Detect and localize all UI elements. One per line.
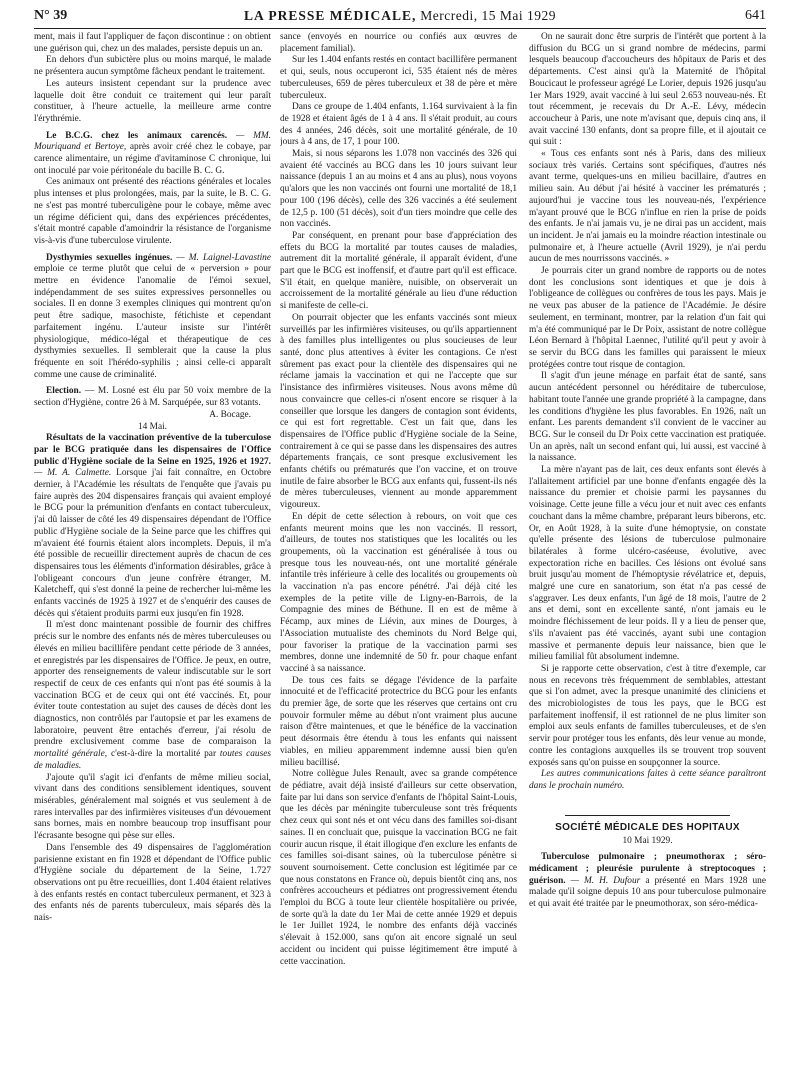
column-left — [34, 32, 271, 1072]
paragraph: Sur les 1.404 enfants restés en contact bacillifère permanent et qui, seuls, nous occuperont ici, 535 étaient nés de mères tuberculeuses, 659 de pères tuberculeux et 38 de père et mère tuberculeux. — [280, 55, 517, 101]
section-bcg — [34, 131, 271, 178]
paragraph: Dans ce groupe de 1.404 enfants, 1.164 survivaient à la fin de 1928 et étaient âgés de 1 à 4 ans. Il s'était produit, au cours des 4 années, 246 décès, soit une mortalité générale, de 10 jours à 4 ans, de 17, 1 pour 100. — [280, 102, 517, 148]
paragraph: Notre collègue Jules Renault, avec sa grande compétence de pédiatre, avait déjà insisté d'ailleurs sur cette observation, faite par lui dans son service d'enfants de l'hôpital Saint-Louis, que les décès par méningite tuberculeuse sont très fréquents chez ceux qui sont nés et ont vécu dans des familles soi-disant saines. Il en concluait que, puisque la vaccination BCG ne fait courir aucun risque, il était illogique d'en exclure les enfants de ces familles soi-disant saines, où la tuberculose pénètre si souvent sournoisement. Cette conclusion est légitimée par ce que nous constatons en France où, depuis bientôt cinq ans, nos confrères accoucheurs et pédiatres ont progressivement étendu l'emploi du BCG à toute leur clientèle hospitalière ou privée, de sorte qu'à la date du 1er Mai de cette année 1929 et depuis le 1er Juillet 1924, le nombre des enfants déjà vaccinés s'élevait à 152.000, sans qu'on ait encore signalé un seul accident ou incident qui puisse légitimement être imputé à cette vaccination. — [280, 769, 517, 967]
section-text: Lorsque j'ai fait connaître, en Octobre dernier, à l'Académie les résultats de l'enquête que j'avais pu faire auprès des 204 dispensaires français qui avaient employé le BCG pour la prémunition d'enfants en contact tuberculeux, j'ai dû laisser de côté les 49 dispensaires dépendant de l'Office public d'Hygiène sociale de la Seine parce que les chiffres qui m'avaient été fournis étaient alors incomplets. Depuis, il m'a été possible de recueillir directement auprès de chacun de ces dispensaires tous les éléments d'information désirables, grâce à l'obligeant concours d'un jeune confrère étranger, M. Kaletcheff, qui s'est donné la peine de rechercher lui-même les enfants vaccinés de 1925 à 1927 et de s'enquérir des causes de décès qui s'étaient produits parmi eux jusqu'en fin 1928. — [34, 468, 271, 619]
page-header — [34, 6, 766, 29]
section-election — [34, 386, 271, 409]
text-run-italic: mortalité générale, — [34, 749, 108, 760]
section-authors: — MM. Mouriquand et Bertoye, — [34, 130, 271, 153]
page-number: 641 — [745, 8, 766, 23]
section-divider — [565, 815, 731, 816]
paragraph: Mais, si nous séparons les 1.078 non vaccinés des 326 qui avaient été vaccinés au BCG dans les 10 jours suivant leur naissance (depuis 1 an au moins et 4 ans au plus), nous voyons qu'alors que les non vaccinés ont fourni une mortalité de 18,1 pour 100 (196 décès), celle des 326 vaccinés a été seulement de 12,5 p. 100 (51 décès), soit d'un tiers moindre que celle des non vaccinés. — [280, 149, 517, 230]
column-middle — [280, 32, 517, 1072]
section-text: emploie ce terme plutôt que celui de « perversion » pour mettre en évidence l'anomalie de l'émoi sexuel, indépendamment de ses suites expressives personnelles ou sociales. Il en donne 3 exemples cliniques qui montrent qu'on peut être sadique, masochiste, fétichiste et cependant parfaitement ingénu. L'auteur insiste sur l'intérêt physiologique, médico-légal et thérapeutique de ces dysthymies sexuelles. Il semblerait que la cause la plus fréquente en soit l'hérédo-syphilis ; ainsi celle-ci apparaît comme une cause de criminalité. — [34, 264, 271, 380]
paragraph: J'ajoute qu'il s'agit ici d'enfants de même milieu social, vivant dans des conditions sensiblement identiques, souvent misérables, généralement mal soignés et vus seulement à de rares intervalles par des infirmières visiteuses d'un dévouement sans bornes, mais en nombre beaucoup trop insuffisant pour l'écrasante besogne qui pèse sur elles. — [34, 772, 271, 842]
editorial-note — [529, 769, 766, 792]
section-resultats — [34, 433, 271, 620]
paragraph: Je pourrais citer un grand nombre de rapports ou de notes dont les conclusions sont identiques et que je dois à l'obligeance de collègues ou confrères de tous les pays. Mais je ne veux pas abuser de la patience de l'Académie. Je désire seulement, en terminant, montrer, par la relation d'un fait qui m'a été communiqué par le Dr Poix, assistant de notre collègue Léon Bernard à l'hôpital Laennec, l'utilité qu'il peut y avoir à se servir du BCG dans les familles qui paraissent le mieux protégées contre tout risque de contagion. — [529, 266, 766, 370]
paragraph: On pourrait objecter que les enfants vaccinés sont mieux surveillés par les infirmières visiteuses, ou qu'ils appartiennent à des familles plus intelligentes ou plus soucieuses de leur santé, donc plus attentives à éviter les contagions. Ce n'est sûrement pas exact pour la clientèle des dispensaires qui ne réclame jamais la vaccination et qui ne l'accepte que sur l'insistance des infirmières visiteuses. Nous avons même dû nous convaincre que celles-ci n'osent encore se risquer à la conseiller que lorsque les dangers de contagion sont évidents, ce qui est fort regrettable. C'est un fait que, dans les dispensaires de l'Office public d'Hygiène sociale de la Seine, contrairement à ce qui se passe dans les dispensaires des autres départements français, ce sont presque exclusivement les enfants chétifs ou prématurés que l'on vaccine, et on trouve inutile de faire absorber le BCG aux enfants qui, fussent-ils nés de mères tuberculeuses, viennent au monde apparemment vigoureux. — [280, 312, 517, 511]
paragraph: Les auteurs insistent cependant sur la prudence avec laquelle doit être conduit ce traitement qui leur paraît constituer, à l'heure actuelle, la meilleure arme contre l'érythrémie. — [34, 78, 271, 124]
paragraph: En dehors d'un subictère plus ou moins marqué, le malade ne présentera aucun symptôme fâcheux pendant le traitement. — [34, 55, 271, 78]
paragraph: On ne saurait donc être surpris de l'intérêt que portent à la diffusion du BCG un si grand nombre de médecins, parmi lesquels beaucoup d'accoucheurs des hôpitaux de Paris et des départements. C'est ainsi qu'à la Maternité de l'hôpital Boucicaut le professeur agrégé Le Lorier, depuis 1926 jusqu'au 1er Mars 1929, avait vacciné à lui seul 2.653 nouveau-nés. Et tout récemment, je recevais du Dr A.-E. Lévy, médecin accoucheur à Paris, une note m'avisant que, depuis cinq ans, il avait vacciné 130 enfants, dont sa propre fille, et il ajoutait ce qui suit : — [529, 32, 766, 148]
issue-number: N° 39 — [34, 8, 68, 23]
section-text: — M. Losné est élu par 50 voix membre de la section d'Hygiène, contre 26 à M. Sarquépée, sur 83 votants. — [34, 386, 271, 409]
section-authors: — M. A. Calmette. — [34, 468, 112, 479]
section-title: Le B.C.G. chez les animaux carencés. — [46, 130, 228, 141]
note-text: Les autres communications faites à cette séance paraîtront dans le prochain numéro. — [529, 769, 766, 791]
paragraph — [34, 620, 271, 772]
section-title: Résultats de la vaccination préventive de la tuberculose par le BCG pratiquée dans les dispensaires de l'Office public d'Hygiène sociale de la Seine en 1925, 1926 et 1927. — [34, 433, 271, 467]
text-run: c'est-à-dire la mortalité par — [111, 749, 217, 760]
section-title: Election. — [46, 386, 82, 397]
section-title: Tuberculose pulmonaire ; pneumothorax ; séro-médicament ; pleurésie purulente à streptocoques ; guérison. — [529, 852, 766, 886]
paragraph: « Tous ces enfants sont nés à Paris, dans des milieux sociaux très variés. Certains sont spécifiques, d'autres nés avant terme, quelques-uns en milieu bacillaire, d'autres en milieu sain. Au début j'ai hésité à vacciner les prématurés ; aujourd'hui je vaccine tous les nouveau-nés, l'expérience m'ayant prouvé que le BCG n'influe en rien la prise de poids des enfants. Je n'ai jamais vu, je ne dirai pas un accident, mais un incident. Je n'ai jamais eu la moindre réaction intestinale ou pulmonaire et, à l'heure actuelle (Avril 1929), je n'ai perdu aucun de mes nourrissons vaccinés. » — [529, 149, 766, 265]
paragraph: De tous ces faits se dégage l'évidence de la parfaite innocuité et de l'efficacité protectrice du BCG pour les enfants du premier âge, de sorte que les réserves que certains ont cru pouvoir formuler même au début n'ont vraiment plus aucune raison d'être maintenues, et que le bénéfice de la vaccination peut désormais être étendu à tous les enfants qui naissent viables, en milieu apparemment indemne aussi bien qu'en milieu bacillisé. — [280, 675, 517, 768]
section-title: Dysthymies sexuelles ingénues. — [46, 252, 173, 263]
section-dysthymies — [34, 253, 271, 382]
session-date: 10 Mai 1929. — [622, 836, 673, 847]
paragraph: Ces animaux ont présenté des réactions générales et locales plus intenses et plus prolongées, mais, par la suite, le B. C. G. ne s'est pas montré tuberculigène pour le cobaye, même avec un régime déficient qui, dans des expériences précédentes, s'était montré capable d'amoindrir la résistance de l'organisme vis-à-vis d'une tuberculose virulente. — [34, 177, 271, 246]
paragraph: Dans l'ensemble des 49 dispensaires de l'agglomération parisienne existant en fin 1928 et dépendant de l'Office public d'Hygiène sociale du département de la Seine, 1.727 observations ont pu être recueillies, dont 1.404 étaient relatives à des enfants restés en contact tuberculeux permanent, et 323 à des enfants nés de parents tuberculeux, mais séparés dès la nais- — [34, 842, 271, 924]
paragraph: Par conséquent, en prenant pour base d'appréciation des effets du BCG la mortalité par toutes causes de maladies, autrement dit la mortalité générale, il apparaît évident, d'une part que le BCG est inoffensif, et d'autre part qu'il est efficace. S'il était, en quelque manière, nuisible, on observerait un accroissement de la mortalité générale au lieu d'une réduction si manifeste de celle-ci. — [280, 230, 517, 312]
paragraph: ment, mais il faut l'appliquer de façon discontinue : on obtient une guérison qui, chez un des malades, persiste depuis un an. — [34, 32, 271, 54]
running-title — [34, 8, 766, 24]
text-run: Il m'est donc maintenant possible de fournir des chiffres précis sur le nombre des enfants nés de mères tuberculeuses ou élevés en milieu bacillifère pendant cette période de 3 années, et enregistrés par les dispensaires de l'Office. Je peux, en outre, apporter des renseignements de valeur indiscutable sur le sort respectif de ceux de ces enfants qui n'ont pas été soumis à la vaccination BCG et de ceux qui ont été vaccinés. Et, pour éviter toute contestation au sujet des causes de décès dont les diagnostics, non contrôlés par l'autopsie et par les examens de laboratoire, peuvent être entachés d'erreur, j'ai résolu de prendre exclusivement comme base de comparaison la — [34, 620, 271, 748]
text-run-italic: toutes causes de maladies. — [34, 749, 271, 771]
society-title: SOCIÉTÉ MÉDICALE DES HOPITAUX — [555, 821, 740, 833]
signature: A. Bocage. — [209, 409, 251, 420]
session-date: 14 Mai. — [137, 421, 168, 432]
section-text: a présenté en Mars 1928 une malade qu'il soigne depuis 10 ans pour tuberculose pulmonaire et qui avait été traitée par le pneumothorax, son séro-médica- — [529, 875, 766, 909]
paragraph: Il s'agit d'un jeune ménage en parfait état de santé, sans aucun antécédent personnel ou héréditaire de tuberculose, habitant toute l'année une grande propriété à la campagne, dans les conditions d'hygiène les plus favorables. En 1926, naît un enfant. Les parents demandent s'il convient de le vacciner au BCG. Sur le conseil du Dr Poix cette vaccination est pratiquée. Un an après, naît un second enfant qui, lui aussi, est vacciné à la naissance. — [529, 371, 766, 464]
section-text: après avoir créé chez le cobaye, par carence alimentaire, un régime d'avitaminose C chronique, lui ont inoculé par voie péritonéale du bacille B. C. G. — [34, 142, 271, 176]
column-right — [529, 32, 766, 1072]
paragraph: sance (envoyés en nourrice ou confiés aux œuvres de placement familial). — [280, 32, 517, 54]
issue-date: Mercredi, 15 Mai 1929 — [420, 8, 556, 23]
paragraph: En dépit de cette sélection à rebours, on voit que ces enfants meurent moins que les non vaccinés. Il ressort, d'ailleurs, de toutes nos statistiques que les localités ou les groupements, où la vaccination est généralisée à tous ou presque tous les nouveau-nés, ont une mortalité générale infantile très inférieure à celle des localités ou groupements où la vaccination n'a pas encore pénétré. J'ai déjà cité les exemples de la petite ville de Ligny-en-Barrois, de la Compagnie des mines de Béthune. Il en est de même à Fécamp, aux mines de Liévin, aux mines de Dourges, à l'Association mutualiste des cheminots du Nord Belge qui, pour favoriser la pratique de la vaccination parmi ses membres, donne une indemnité de 50 fr. pour chaque enfant vacciné à sa naissance. — [280, 511, 517, 674]
section-authors: — M. H. Dufour — [570, 875, 641, 886]
section-authors: — M. Laignel-Lavastine — [176, 252, 271, 263]
section-tuberculose — [529, 852, 766, 911]
paragraph: La mère n'ayant pas de lait, ces deux enfants sont élevés à l'allaitement artificiel par une bonne d'enfants engagée dès la naissance du premier et choisie parmi les paysannes du voisinage. Cette jeune fille a vécu jour et nuit avec ces enfants couchant dans la même chambre, préparant leurs biberons, etc. Or, en Août 1928, à la suite d'une hémoptysie, on constate qu'elle présente des lésions de tuberculose pulmonaire bilatérales à forme ulcéro-caséeuse, évolutive, avec expectoration riche en bacilles. Ces lésions ont évolué sans bruit jusqu'au moment de l'hémoptysie révélatrice et, depuis, malgré une cure en sanatorium, son état n'a pas cessé de s'aggraver. Les deux enfants, l'un âgé de 18 mois, l'autre de 2 ans et demi, sont en excellente santé, n'ont jamais eu le moindre fléchissement de leur poids. Il y a lieu de penser que, s'ils n'avaient pas été vaccinés, ayant subi une contagion massive et permanente depuis leur naissance, bien que le milieu familial fût absolument indemne. — [529, 465, 766, 663]
journal-name: LA PRESSE MÉDICALE, — [243, 8, 417, 23]
paragraph: Si je rapporte cette observation, c'est à titre d'exemple, car nous en recevons très fréquemment de semblables, attestant que si l'on admet, avec la presque unanimité des cliniciens et des microbiologistes de tous les pays, que le BCG est parfaitement inoffensif, il est rationnel de ne plus limiter son emploi aux seuls enfants de familles tuberculeuses, et de s'en servir pour protéger tous les enfants, dès leur venue au monde, contre les contagions auxquelles ils se trouvent trop souvent exposés sans qu'on puisse en soupçonner la source. — [529, 663, 766, 768]
